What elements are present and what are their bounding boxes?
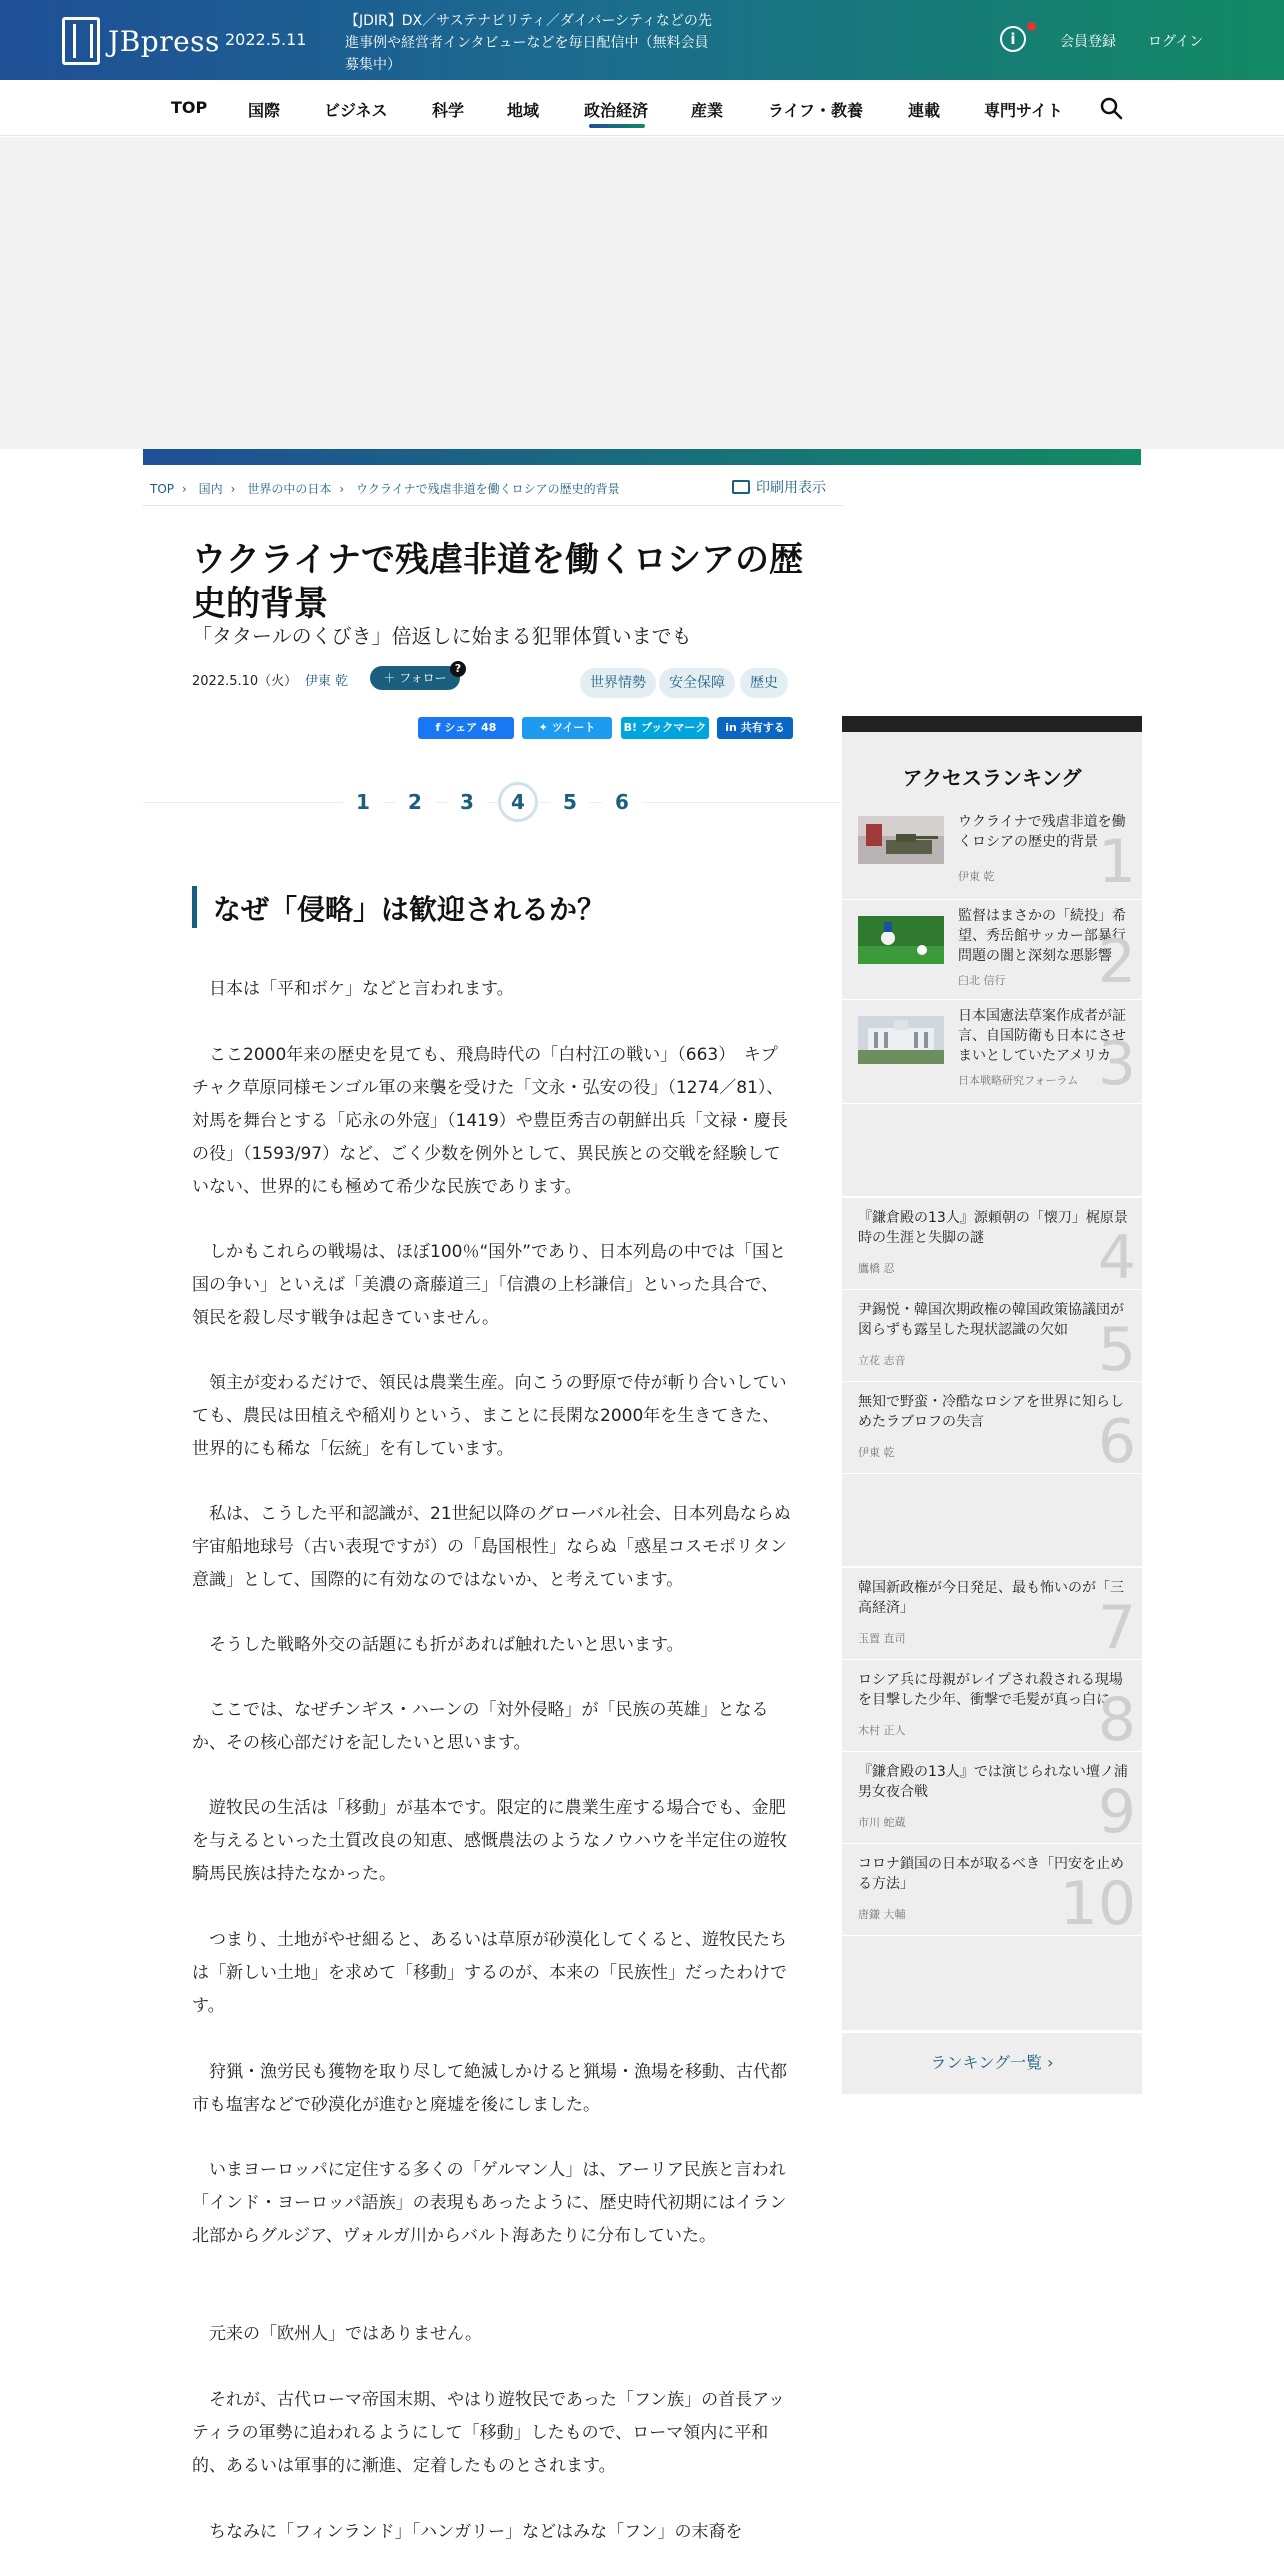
ranking-2-number: 2 [1097,927,1136,997]
logo-mark-icon [62,17,100,65]
notification-dot [1027,22,1036,31]
ranking-10-title: コロナ鎖国の日本が取るべき「円安を止める方法」 [858,1856,1124,1892]
article-paragraph: ここでは、なぜチンギス・ハーンの「対外侵略」が「民族の英雄」となるか、その核心部だけを記したいと思います。 [192,1700,769,1753]
page-6-link[interactable]: 6 [602,782,642,822]
info-icon[interactable]: i [1000,26,1026,52]
hatena-label: ブックマーク [641,721,707,734]
nav-item-industry[interactable]: 産業 [691,101,724,120]
nav-item-politics-economy[interactable]: 政治経済 [584,101,649,120]
article-title: ウクライナで残虐非道を働くロシアの歴史的背景 [192,540,803,624]
sidebar-top-bar [842,716,1142,732]
ranking-6-number: 6 [1097,1407,1136,1474]
ranking-5-title: 尹錫悦・韓国次期政権の韓国政策協議団が図らずも露呈した現状認識の欠如 [858,1302,1124,1338]
article-paragraph: 遊牧民の生活は「移動」が基本です。限定的に農業生産する場合でも、金肥を与えるといった土質改良の知恵、感慨農法のようなノウハウを半定住の遊牧騎馬民族は持たなかった。 [192,1798,787,1884]
ranking-1-thumbnail [858,816,944,864]
nav-active-indicator [589,124,645,128]
ranking-7-number: 7 [1097,1593,1136,1660]
ranking-1-number: 1 [1097,827,1136,897]
ranking-4-title: 『鎌倉殿の13人』源頼朝の「懐刀」梶原景時の生涯と失脚の謎 [858,1210,1128,1246]
ranking-list-link[interactable] [842,2030,1142,2094]
ranking-item-4[interactable] [842,1198,1142,1290]
breadcrumb: TOP › 国内 › 世界の中の日本 › ウクライナで残虐非道を働くロシアの歴史的背景 [150,482,620,496]
ranking-9-author: 市川 蛇蔵 [858,1816,906,1829]
article-paragraph: つまり、土地がやせ細ると、あるいは草原が砂漠化してくると、遊牧民たちは「新しい土地」を求めて「移動」するのが、本来の「民族性」だったわけです。 [192,1930,787,2016]
nav-item-international[interactable]: 国際 [248,101,281,120]
follow-label: フォロー [399,671,447,685]
top-header [0,0,1284,80]
ranking-item-10[interactable] [842,1844,1142,1936]
ranking-item-7[interactable] [842,1568,1142,1660]
login-link[interactable]: ログイン [1148,34,1204,50]
twitter-share-button[interactable] [522,717,612,739]
nav-item-top[interactable]: TOP [171,98,208,117]
article-paragraph: ここ2000年来の歴史を見ても、飛鳥時代の「白村江の戦い」（663） キプチャク草原同様モンゴル軍の来襲を受けた「文永・弘安の役」（1274／81）、対馬を舞台とする「応永の外寇」（1419）や豊臣秀吉の朝鮮出兵「文禄・慶長の役」（1593/97）など、ごく少数を例外として、異民族との交戦を経験していない、世界的にも極めて希少な民族であります。 [192,1045,788,1197]
article-paragraph: しかもこれらの戦場は、ほぼ100％“国外”であり、日本列島の中では「国と国の争い」といえば「美濃の斎藤道三」「信濃の上杉謙信」といった具合で、領民を殺し尽す戦争は起きていません。 [192,1242,787,1328]
tag-security[interactable]: 安全保障 [659,668,735,698]
ranking-8-title: ロシア兵に母親がレイプされ殺される現場を目撃した少年、衝撃で毛髪が真っ白に [858,1672,1123,1708]
nav-item-life[interactable]: ライフ・教養 [768,101,864,120]
article-paragraph: 領主が変わるだけで、領民は農業生産。向こうの野原で侍が斬り合いしていても、農民は田植えや稲刈りという、まことに長閑な2000年を生きてきた、世界的にも稀な「伝統」を有しています。 [192,1373,787,1459]
help-icon[interactable]: ? [450,661,466,677]
hatena-icon: B! [623,721,638,734]
header-notice-link[interactable]: 【JDIR】DX／サステナビリティ／ダイバーシティなどの先進事例や経営者インタビューなどを毎日配信中（無料会員募集中） [345,13,712,73]
nav-item-special-sites[interactable]: 専門サイト [984,101,1063,120]
facebook-share-label: シェア [444,721,478,734]
header-date: 2022.5.11 [225,30,307,49]
ranking-title: アクセスランキング [902,766,1082,790]
facebook-share-count: 48 [481,721,497,734]
ranking-list-label: ランキング一覧 [930,2053,1043,2072]
nav-item-business[interactable]: ビジネス [324,101,388,120]
page-4-current[interactable]: 4 [498,782,538,822]
hatena-bookmark-button[interactable] [621,717,709,739]
ranking-item-8[interactable] [842,1660,1142,1752]
breadcrumb-japan-in-world[interactable]: 世界の中の日本 [247,482,332,496]
page-1-link[interactable]: 1 [343,782,383,822]
tag-history[interactable]: 歴史 [740,668,788,698]
linkedin-icon: in [725,721,737,734]
linkedin-label: 共有する [740,721,785,734]
article-paragraph: そうした戦略外交の話題にも折があれば触れたいと思います。 [209,1635,684,1655]
facebook-icon: f [435,721,441,734]
breadcrumb-divider [143,505,843,506]
breadcrumb-top[interactable]: TOP [150,482,175,496]
article-paragraph: それが、古代ローマ帝国末期、やはり遊牧民であった「フン族」の首長アッティラの軍勢に追われるようにして「移動」したもので、ローマ領内に平和的、あるいは軍事的に漸進、定着したものとされます。 [192,2390,785,2476]
ranking-3-title: 日本国憲法草案作成者が証言、自国防衛も日本にさせまいとしていたアメリカ [958,1008,1126,1064]
ranking-item-6[interactable] [842,1382,1142,1474]
ranking-10-author: 唐鎌 大輔 [858,1908,906,1921]
ranking-9-number: 9 [1097,1777,1136,1844]
nav-item-series[interactable]: 連載 [908,101,941,120]
linkedin-share-button[interactable] [717,717,793,739]
ranking-7-title: 韓国新政権が今日発足、最も怖いのが「三高経済」 [858,1580,1124,1616]
follow-button[interactable] [370,666,460,690]
ranking-item-2[interactable] [842,900,1142,1000]
facebook-share-button[interactable] [418,717,514,739]
ranking-2-author: 臼北 信行 [958,974,1006,987]
printer-icon [732,480,750,494]
ranking-10-number: 10 [1059,1869,1136,1936]
chevron-right-icon: › [1047,2053,1054,2072]
twitter-share-label: ツイート [551,721,596,734]
print-link[interactable] [732,477,826,497]
ranking-1-author: 伊東 乾 [958,870,995,883]
breadcrumb-domestic[interactable]: 国内 [198,482,223,496]
article-top-bar [143,449,1141,465]
ranking-7-author: 玉置 直司 [858,1632,906,1645]
ranking-item-3[interactable] [842,1000,1142,1104]
ranking-5-number: 5 [1097,1315,1136,1382]
ranking-3-number: 3 [1097,1029,1136,1099]
article-author[interactable]: 伊東 乾 [305,674,349,689]
pagination-line [143,802,843,803]
article-paragraph: 狩猟・漁労民も獲物を取り尽して絶滅しかけると猟場・漁場を移動、古代都市も塩害などで砂漠化が進むと廃墟を後にしました。 [192,2062,787,2115]
nav-item-region[interactable]: 地域 [507,101,540,120]
page-5-link[interactable]: 5 [550,782,590,822]
page-2-link[interactable]: 2 [395,782,435,822]
ranking-4-author: 鷹橋 忍 [858,1262,895,1275]
ranking-5-author: 立花 志音 [858,1354,906,1367]
ranking-3-thumbnail [858,1016,944,1064]
ranking-2-title: 監督はまさかの「続投」希望、秀岳館サッカー部暴行問題の闇と深刻な悪影響 [958,908,1126,964]
article-subtitle: 「タタールのくびき」倍返しに始まる犯罪体質いまでも [192,624,692,648]
nav-item-science[interactable]: 科学 [432,101,465,120]
follow-user-icon: ＋ [383,671,400,685]
heading-accent-bar [192,886,197,928]
breadcrumb-current[interactable]: ウクライナで残虐非道を働くロシアの歴史的背景 [355,482,620,496]
ad-space [0,137,1284,449]
print-label: 印刷用表示 [756,480,826,496]
article-paragraph: ちなみに「フィンランド」「ハンガリー」などはみな「フン」の末裔を [209,2522,743,2542]
ranking-6-title: 無知で野蛮・冷酷なロシアを世界に知らしめたラブロフの失言 [858,1394,1124,1430]
tag-world-affairs[interactable]: 世界情勢 [580,668,656,698]
search-icon[interactable] [1099,96,1123,120]
ranking-item-5[interactable] [842,1290,1142,1382]
ranking-8-author: 木村 正人 [858,1724,906,1737]
ranking-2-thumbnail [858,916,944,964]
ranking-4-number: 4 [1097,1223,1136,1290]
logo-text: JBpress [108,24,220,58]
ranking-1-title: ウクライナで残虐非道を働くロシアの歴史的背景 [958,814,1126,850]
ranking-item-9[interactable] [842,1752,1142,1844]
article-paragraph: いまヨーロッパに定住する多くの「ゲルマン人」は、アーリア民族と言われ「インド・ヨーロッパ語族」の表現もあったように、歴史時代初期にはイラン北部からグルジア、ヴォルガ川からバルト海あたりに分布していた。 [192,2160,787,2246]
register-link[interactable]: 会員登録 [1060,34,1116,50]
twitter-icon: ✦ [538,721,548,734]
section-heading: なぜ「侵略」は歓迎されるか？ [213,893,606,926]
article-paragraph: 日本は「平和ボケ」などと言われます。 [209,979,514,999]
page-3-link[interactable]: 3 [447,782,487,822]
article-date: 2022.5.10（火） [192,674,298,689]
ranking-8-number: 8 [1097,1685,1136,1752]
ranking-6-author: 伊東 乾 [858,1446,895,1459]
article-paragraph: 元来の「欧州人」ではありません。 [209,2324,483,2344]
ranking-3-author: 日本戦略研究フォーラム [958,1074,1079,1087]
ranking-9-title: 『鎌倉殿の13人』では演じられない壇ノ浦男女夜合戦 [858,1764,1128,1800]
ranking-item-1[interactable] [842,800,1142,900]
article-paragraph: 私は、こうした平和認識が、21世紀以降のグローバル社会、日本列島ならぬ宇宙船地球号（古い表現ですが）の「島国根性」ならぬ「惑星コスモポリタン意識」として、国際的に有効なのではないか、と考えています。 [192,1504,791,1590]
jbpress-logo[interactable] [62,16,220,66]
